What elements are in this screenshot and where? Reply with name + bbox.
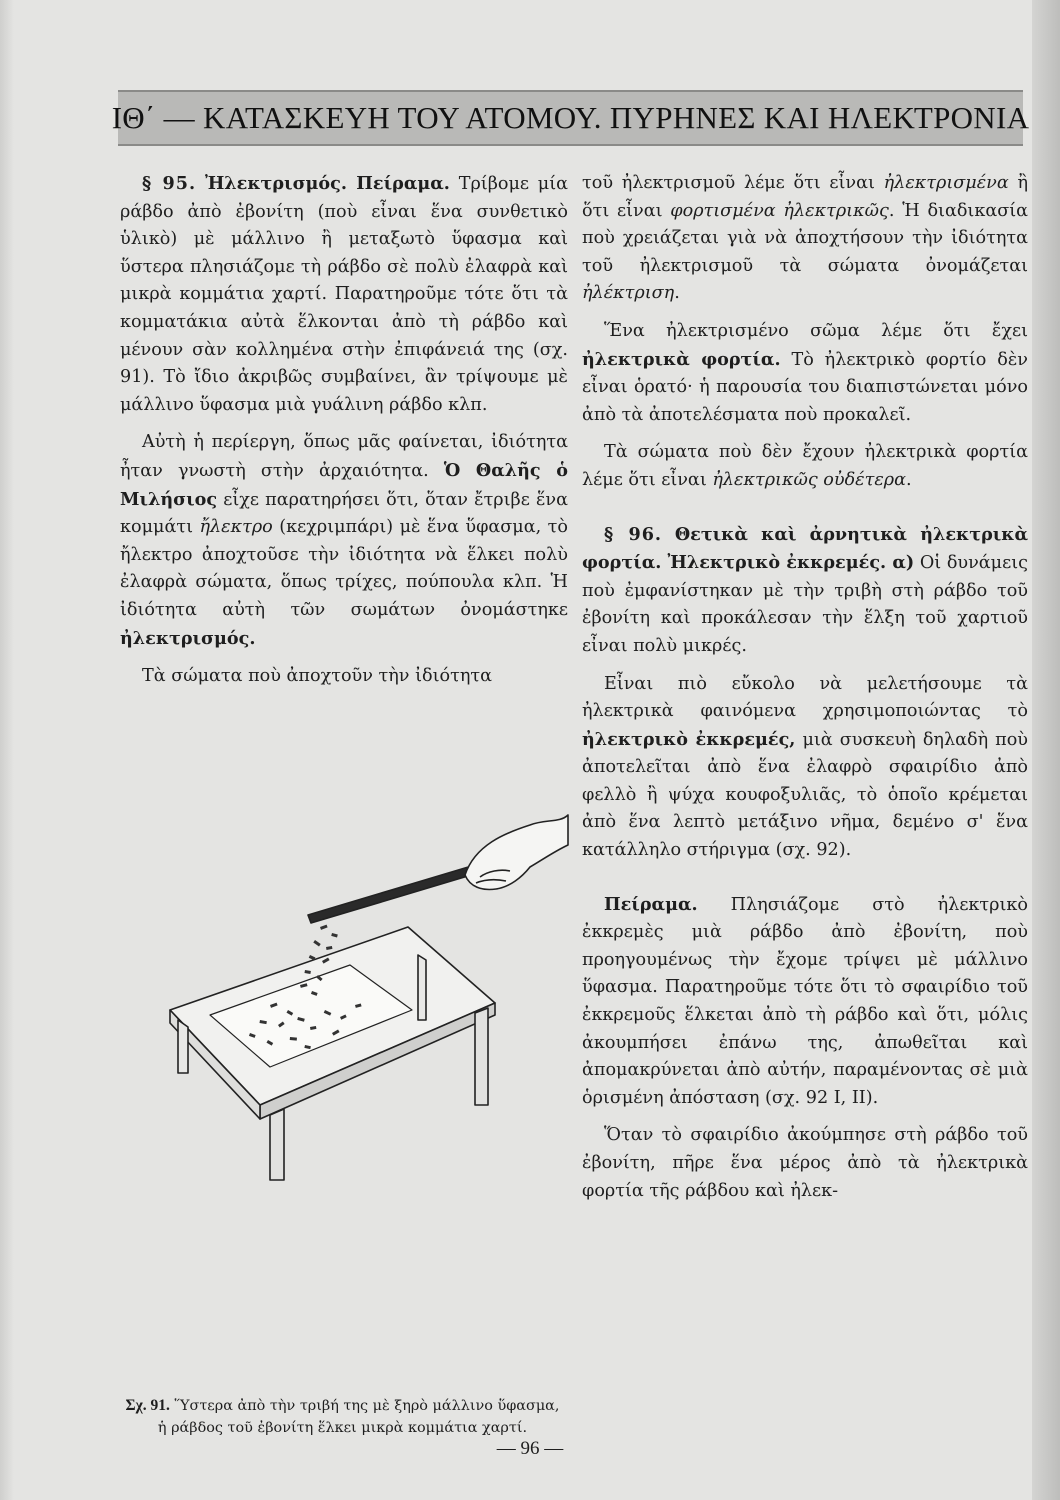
neutral-text: Τὰ σώματα ποὺ δὲν ἔχουν ἠλεκτρικὰ φορτία λέμε ὅτι εἶναι	[582, 442, 1028, 490]
pendulum-term: ἠλεκτρικὸ ἐκκρεμές,	[582, 728, 796, 750]
charges-paragraph	[582, 318, 1028, 429]
table-leg-right	[475, 1008, 488, 1105]
experiment-paragraph	[582, 891, 1028, 1113]
pendulum-text-2: μιὰ συσκευὴ δηλαδὴ ποὺ ἀποτελεῖται ἀπὸ ἕνα ἐλαφρὸ σφαιρίδιο ἀπὸ φελλὸ ἢ ψύχα κουφοξυλιᾶς, τὸ ὁποῖο κρέμεται ἀπὸ ἕνα λεπτὸ μετάξινο νῆμα, δεμένο σ' ἕνα κατάλληλο στήριγμα (σχ. 92).	[582, 729, 1029, 861]
thales-text-2: εἶχε παρατηρήσει ὅτι, ὅταν ἔτριβε ἕνα κομμάτι	[120, 489, 568, 538]
section-95-paragraph	[120, 170, 568, 419]
charges-text-1: Ἕνα ἠλεκτρισμένο σῶμα λέμε ὅτι ἔχει	[604, 320, 1028, 341]
left-column	[120, 170, 568, 701]
charges-term: ἠλεκτρικὰ φορτία.	[582, 348, 781, 370]
thales-name: Ὁ Θαλῆς ὁ Μιλήσιος	[120, 459, 569, 510]
section-96-text: Οἱ δυνάμεις ποὺ ἐμφανίστηκαν μὲ τὴν τριβὴ στὴ ράβδο τοῦ ἐβονίτη καὶ προκάλεσαν τὴν ἕλξη τοῦ χαρτιοῦ εἶναι πολὺ μικρές.	[582, 553, 1028, 656]
hand	[465, 815, 568, 889]
experiment-text: Πλησιάζομε στὸ ἠλεκτρικὸ ἐκκρεμὲς μιὰ ράβδο ἀπὸ ἐβονίτη, ποὺ προηγουμένως τὴν ἔχομε τρίψει μὲ μάλλινο ὕφασμα. Παρατηροῦμε τότε ὅτι τὸ σφαιρίδιο τοῦ ἐκκρεμοῦς ἕλκεται ἀπὸ τὴ ράβδο καὶ ὅτι, μόλις ἀκουμπήσει ἐπάνω της, ἀπωθεῖται καὶ ἀπομακρύνεται ἀπὸ αὐτήν, παραμένοντας σὲ μιὰ ὁρισμένη ἀπόσταση (σχ. 92 Ι, ΙΙ).	[582, 894, 1028, 1108]
caption-label: Σχ. 91.	[125, 1397, 170, 1414]
experiment-label: Πείραμα.	[604, 893, 698, 915]
electrification-term: ἠλέκτριση	[582, 283, 675, 304]
amber-term: ἤλεκτρο	[199, 517, 273, 538]
page-right-edge	[1032, 0, 1060, 1500]
page-number: — 96 —	[496, 1438, 564, 1459]
electrified-text-3: . Ἡ διαδικασία ποὺ χρειάζεται γιὰ νὰ ἀποχτήσουν τὴν ἰδιότητα τοῦ ἠλεκτρισμοῦ τὰ σώματα ὀνομάζεται	[582, 200, 1028, 276]
electrified-text-1: τοῦ ἠλεκτρισμοῦ λέμε ὅτι εἶναι	[582, 173, 884, 193]
right-final-paragraph: Ὅταν τὸ σφαιρίδιο ἀκούμπησε στὴ ράβδο τοῦ ἐβονίτη, πῆρε ἕνα μέρος ἀπὸ τὰ ἠλεκτρικὰ φορτία τῆς ράβδου καὶ ἠλεκ-	[582, 1125, 1028, 1201]
table-leg-back	[418, 955, 426, 1020]
neutral-term: ἠλεκτρικῶς οὐδέτερα	[712, 469, 907, 490]
pendulum-paragraph	[582, 671, 1028, 865]
electrified-end: .	[674, 283, 680, 304]
page-left-edge	[0, 0, 14, 1500]
table-leg-front	[270, 1109, 284, 1180]
thales-paragraph	[120, 429, 568, 653]
table-leg-left	[178, 1020, 188, 1073]
section-96-paragraph	[582, 521, 1028, 661]
electrified-paragraph	[582, 170, 1028, 308]
electricity-term: ἠλεκτρισμός.	[120, 627, 256, 649]
neutral-end: .	[906, 469, 912, 490]
section-95-title: Ἠλεκτρισμός. Πείραμα.	[204, 173, 450, 194]
charges-text-2: Τὸ ἠλεκτρικὸ φορτίο δὲν εἶναι ὁρατό· ἡ παρουσία του διαπιστώνεται μόνο ἀπὸ τὰ ἀποτελέσματα ποὺ προκαλεῖ.	[582, 349, 1028, 425]
electrified-term: ἠλεκτρισμένα	[883, 173, 1009, 193]
thales-text-1: Αὐτὴ ἡ περίεργη, ὅπως μᾶς φαίνεται, ἰδιότητα ἦταν γνωστὴ στὴν ἀρχαιότητα.	[120, 432, 568, 481]
chapter-header	[111, 90, 1030, 146]
section-96-number: § 96.	[604, 523, 663, 545]
electrified-text-2: ἢ ὅτι εἶναι	[582, 173, 1028, 221]
neutral-paragraph	[582, 439, 1028, 494]
thales-text-3: (κεχριμπάρι) μὲ ἕνα ὕφασμα, τὸ ἤλεκτρο ἀποχτοῦσε τὴν ἰδιότητα νὰ ἕλκει πολὺ ἐλαφρὰ σώματα, ὅπως τρίχες, πούπουλα κλπ. Ἡ ἰδιότητα αὐτὴ τῶν σωμάτων ὀνομάστηκε	[120, 517, 568, 620]
charged-term: φορτισμένα ἠλεκτρικῶς	[670, 200, 889, 221]
left-final-paragraph: Τὰ σώματα ποὺ ἀποχτοῦν τὴν ἰδιότητα	[142, 666, 492, 687]
section-96-title: Θετικὰ καὶ ἀρνητικὰ ἠλεκτρικὰ φορτία. Ἠλεκτρικὸ ἐκκρεμές. α)	[582, 523, 1029, 574]
figure-91-illustration	[150, 805, 570, 1185]
chapter-title: ΙΘ΄ — ΚΑΤΑΣΚΕΥΗ ΤΟΥ ΑΤΟΜΟΥ. ΠΥΡΗΝΕΣ ΚΑΙ ΗΛΕΚΤΡΟΝΙΑ	[111, 100, 1030, 135]
pendulum-text-1: Εἶναι πιὸ εὔκολο νὰ μελετήσουμε τὰ ἠλεκτρικὰ φαινόμενα χρησιμοποιώντας τὸ	[582, 673, 1028, 722]
figure-91-caption	[120, 1395, 565, 1439]
section-95-number: § 95.	[142, 173, 197, 194]
section-95-text: Τρίβομε μία ράβδο ἀπὸ ἐβονίτη (ποὺ εἶναι ἕνα συνθετικὸ ὑλικὸ) μὲ μάλλινο ἢ μεταξωτὸ ὕφασμα καὶ ὕστερα πλησιάζομε τὴ ράβδο σὲ πολὺ ἐλαφρὰ καὶ μικρὰ κομμάτια χαρτί. Παρατηροῦμε τότε ὅτι τὰ κομματάκια αὐτὰ ἕλκονται ἀπὸ τὴ ράβδο καὶ μένουν σὰν κολλημένα στὴν ἐπιφάνειά της (σχ. 91). Τὸ ἴδιο ἀκριβῶς συμβαίνει, ἂν τρίψουμε μὲ μάλλινο ὕφασμα μιὰ γυάλινη ράβδο κλπ.	[120, 174, 569, 415]
right-column	[582, 170, 1028, 1215]
caption-text: Ὕστερα ἀπὸ τὴν τριβή της μὲ ξηρὸ μάλλινο ὕφασμα, ἡ ράβδος τοῦ ἐβονίτη ἕλκει μικρὰ κομμάτια χαρτί.	[157, 1398, 560, 1436]
